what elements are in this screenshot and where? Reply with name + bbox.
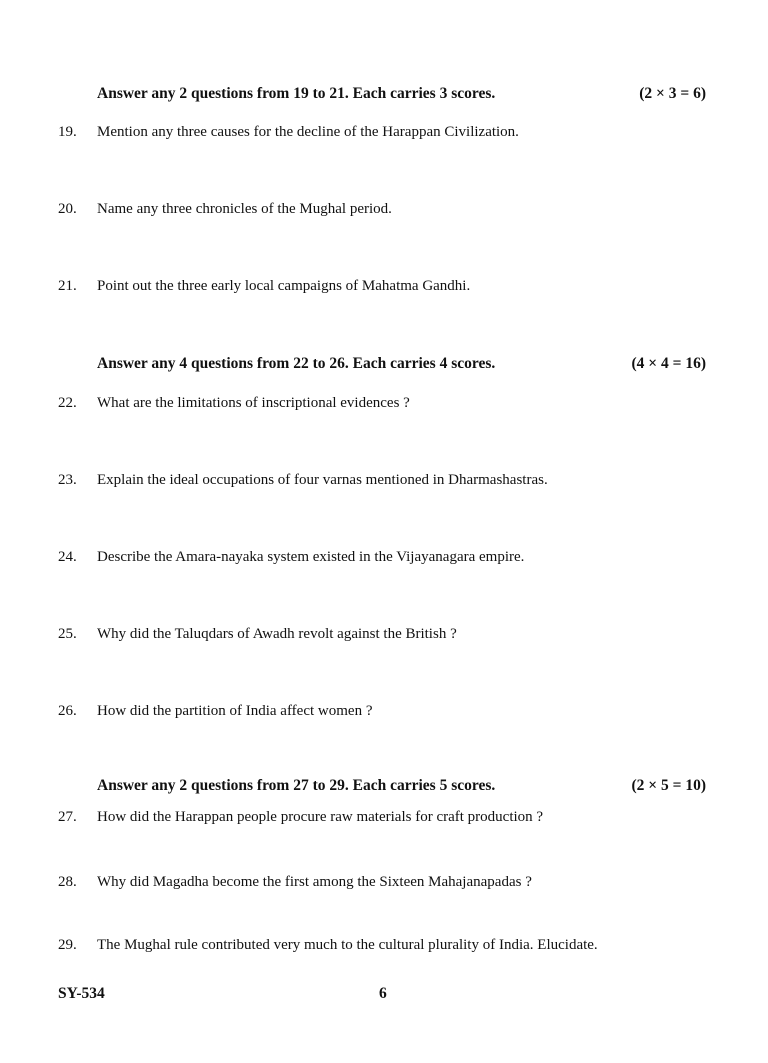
section-instruction: Answer any 2 questions from 19 to 21. Each carries 3 scores. — [97, 85, 496, 102]
question-number: 27. — [58, 809, 77, 825]
question-number: 26. — [58, 703, 77, 719]
question-number: 23. — [58, 472, 77, 488]
page-number: 6 — [379, 985, 387, 1002]
question-text: Explain the ideal occupations of four varnas mentioned in Dharmashastras. — [97, 472, 548, 488]
question-number: 22. — [58, 395, 77, 411]
section-instruction: Answer any 4 questions from 22 to 26. Each carries 4 scores. — [97, 355, 496, 372]
question-number: 25. — [58, 626, 77, 642]
section-marks: (2 × 3 = 6) — [639, 85, 706, 102]
question-text: The Mughal rule contributed very much to the cultural plurality of India. Elucidate. — [97, 937, 598, 953]
question-number: 20. — [58, 201, 77, 217]
question-text: Point out the three early local campaigns of Mahatma Gandhi. — [97, 278, 471, 294]
question-text: Mention any three causes for the decline of the Harappan Civilization. — [97, 124, 519, 140]
question-text: Why did Magadha become the first among the Sixteen Mahajanapadas ? — [97, 874, 532, 890]
question-text: Name any three chronicles of the Mughal period. — [97, 201, 392, 217]
question-number: 28. — [58, 874, 77, 890]
question-text: What are the limitations of inscriptional evidences ? — [97, 395, 410, 411]
section-marks: (4 × 4 = 16) — [631, 355, 706, 372]
paper-code: SY-534 — [58, 985, 105, 1002]
question-number: 21. — [58, 278, 77, 294]
question-number: 24. — [58, 549, 77, 565]
question-number: 29. — [58, 937, 77, 953]
section-instruction: Answer any 2 questions from 27 to 29. Each carries 5 scores. — [97, 777, 496, 794]
question-text: Why did the Taluqdars of Awadh revolt against the British ? — [97, 626, 457, 642]
question-text: How did the partition of India affect women ? — [97, 703, 373, 719]
section-marks: (2 × 5 = 10) — [631, 777, 706, 794]
question-number: 19. — [58, 124, 77, 140]
question-text: How did the Harappan people procure raw materials for craft production ? — [97, 809, 544, 825]
question-text: Describe the Amara-nayaka system existed in the Vijayanagara empire. — [97, 549, 525, 565]
